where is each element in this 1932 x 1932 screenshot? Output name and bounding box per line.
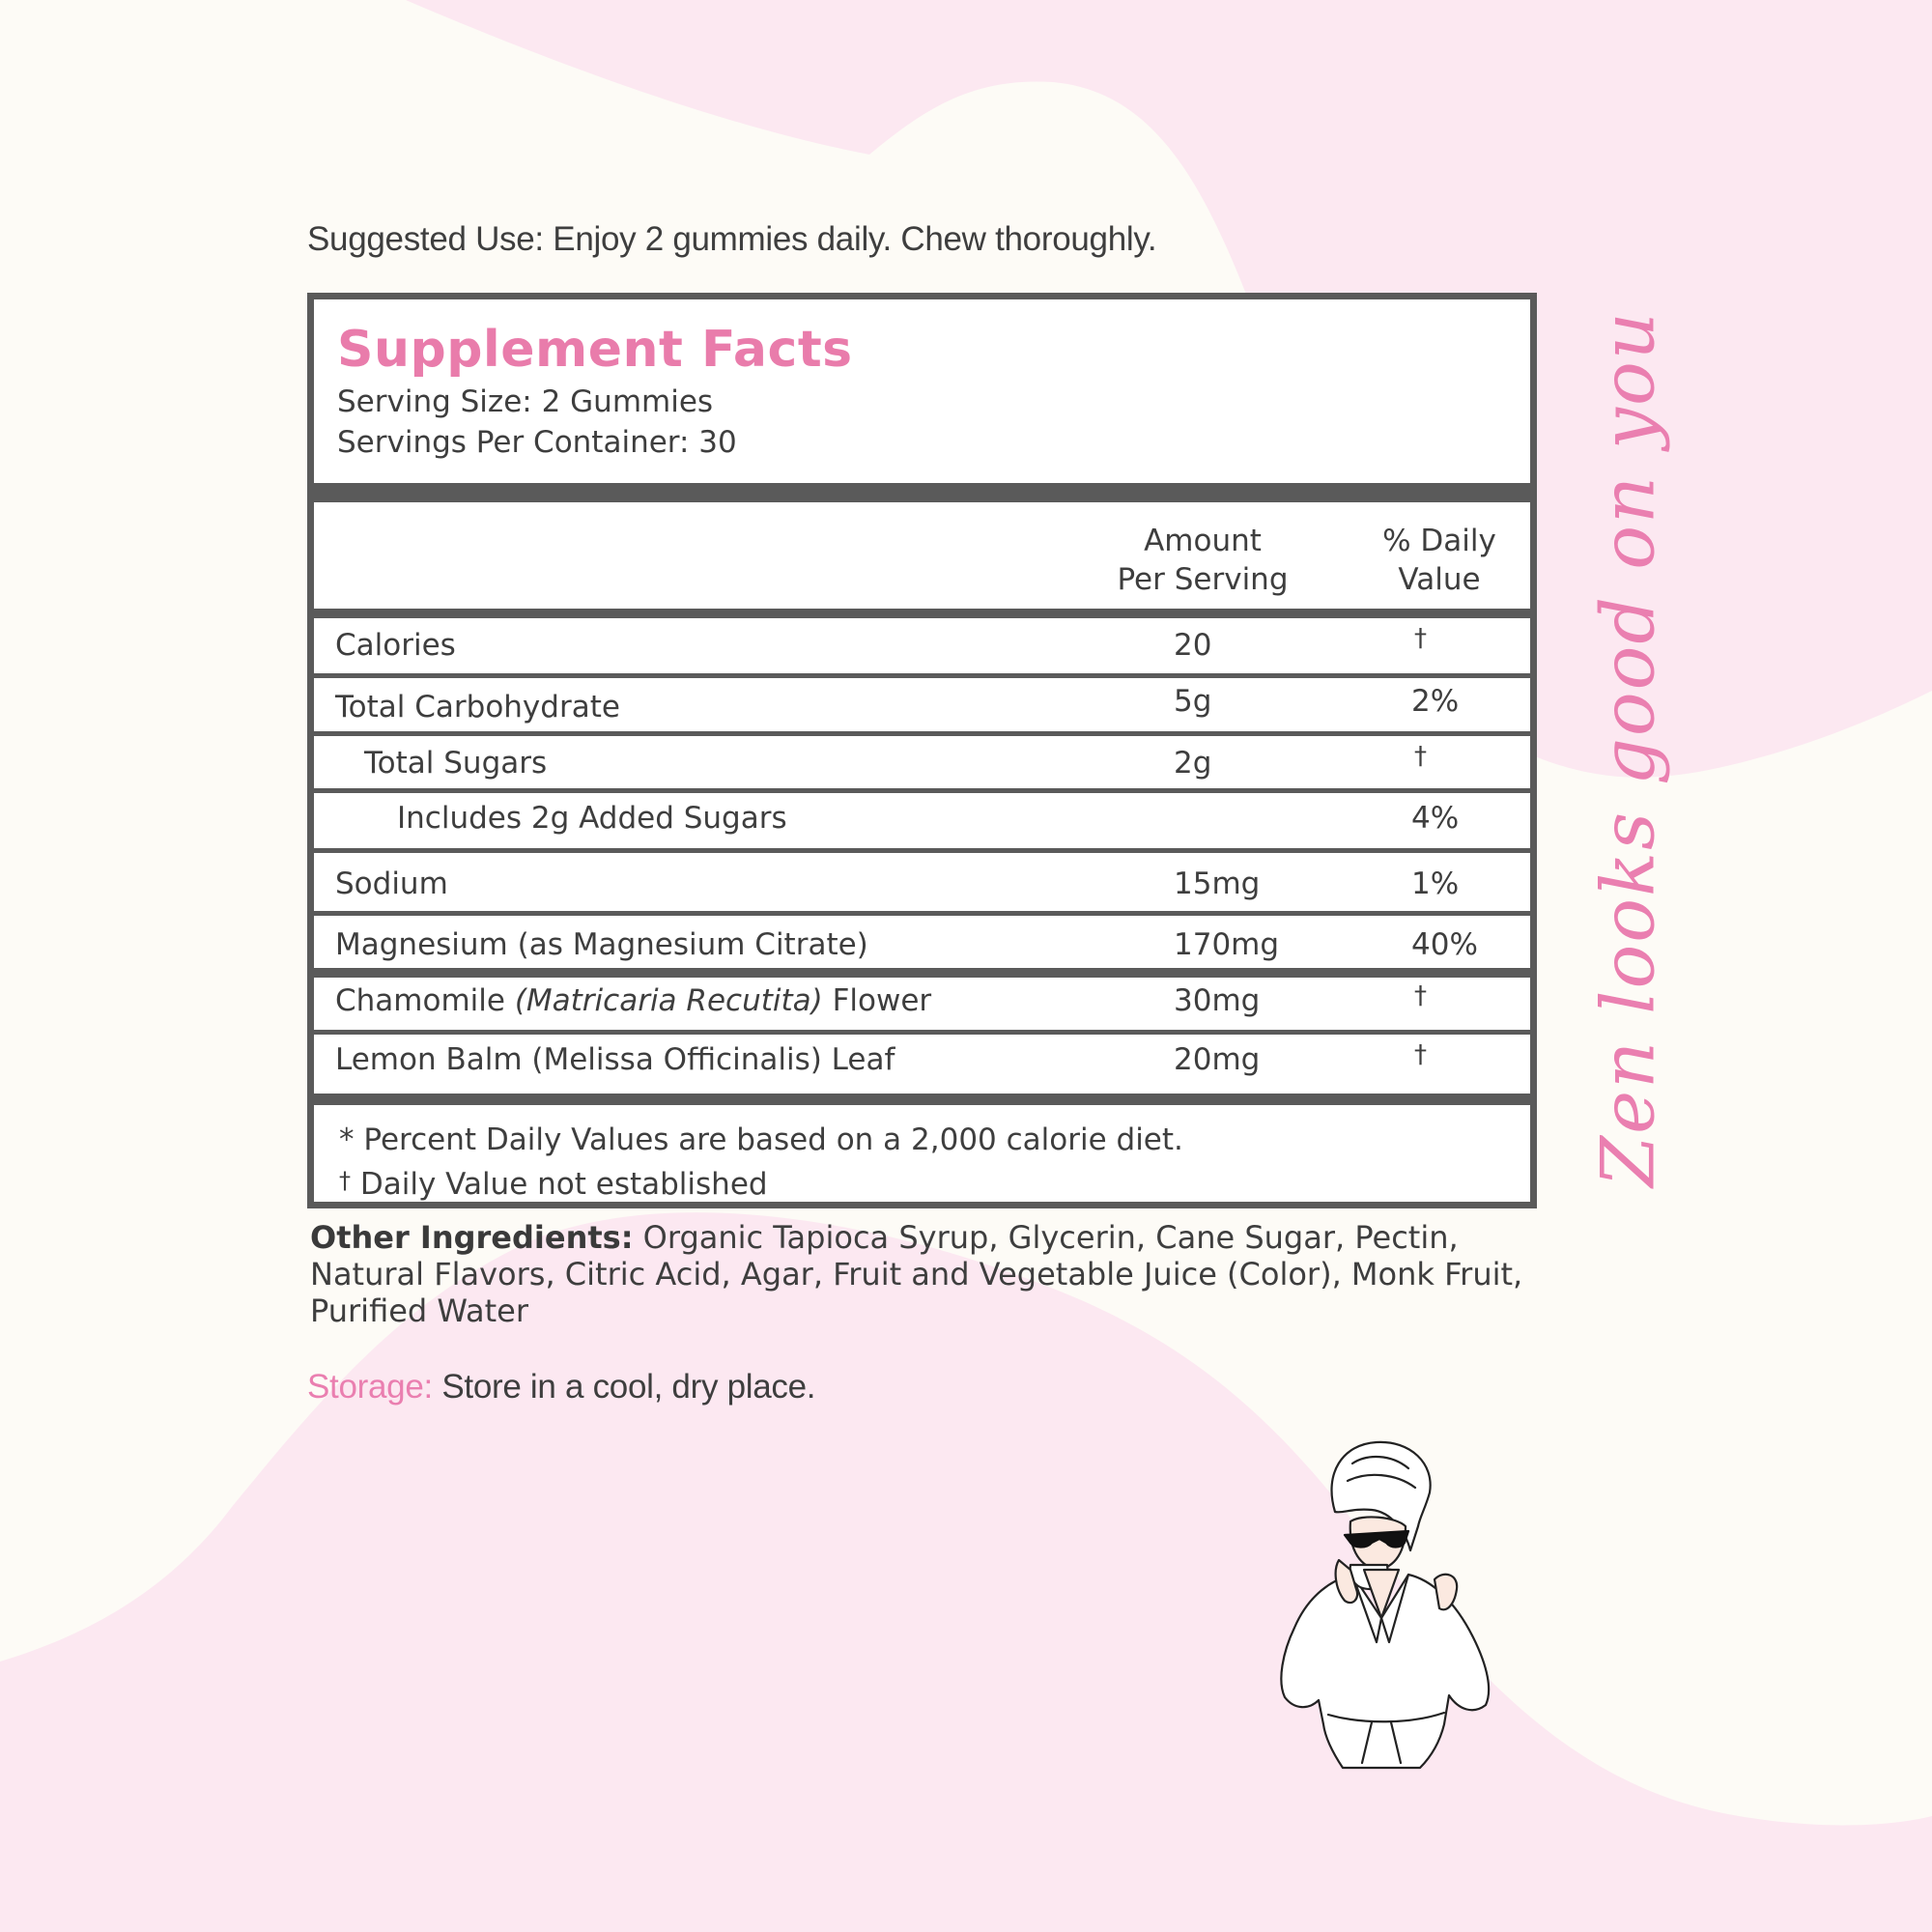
footnote-dagger (339, 1167, 768, 1202)
thick-divider (314, 1094, 1530, 1105)
storage-label: Storage: (307, 1368, 433, 1406)
servings-per-container: Servings Per Container: 30 (337, 425, 737, 460)
table-row (314, 1035, 1530, 1102)
nutrient-amount: 30mg (1174, 983, 1261, 1018)
nutrient-amount: 20 (1174, 628, 1212, 663)
nutrient-name: Sodium (335, 867, 448, 901)
nutrient-amount: 2g (1174, 746, 1212, 781)
dagger-mark: † (339, 1167, 351, 1194)
table-row (314, 678, 1530, 731)
nutrient-name: Calories (335, 628, 456, 663)
thick-row-divider (314, 968, 1530, 978)
nutrient-name (335, 983, 931, 1018)
suggested-use-text: Suggested Use: Enjoy 2 gummies daily. Chew thoroughly. (307, 220, 1157, 258)
serving-size: Serving Size: 2 Gummies (337, 384, 714, 419)
nutrient-amount: 20mg (1174, 1042, 1261, 1077)
nutrient-amount: 5g (1174, 684, 1212, 719)
other-ingredients (310, 1219, 1556, 1329)
table-row (314, 736, 1530, 788)
nutrient-name: Lemon Balm (Melissa Officinalis) Leaf (335, 1042, 895, 1077)
thick-divider (314, 483, 1530, 502)
dagger-mark: † (1414, 981, 1427, 1010)
nutrient-daily-value: 4% (1411, 801, 1460, 836)
storage-text: Store in a cool, dry place. (432, 1368, 816, 1406)
other-ingredients-label: Other Ingredients: (310, 1219, 634, 1256)
supplement-facts-panel (307, 293, 1537, 1208)
dv-header-line2: Value (1398, 562, 1481, 597)
amount-header-line1: Amount (1144, 524, 1262, 558)
facts-title: Supplement Facts (337, 321, 853, 379)
nutrient-name-prefix: Chamomile (335, 983, 505, 1018)
dagger-mark: † (1414, 1040, 1427, 1069)
other-ingredients-text: Organic Tapioca Syrup, Glycerin, Cane Sugar, Pectin, Natural Flavors, Citric Acid, Agar, Fruit and Vegetable Juice (Color), Monk Fruit, Purified Water (310, 1219, 1523, 1329)
amount-per-serving-header (1106, 522, 1299, 599)
table-row (314, 793, 1530, 848)
storage-instructions (307, 1368, 815, 1406)
dagger-mark: † (1414, 624, 1427, 653)
woman-in-robe-illustration (1256, 1435, 1517, 1782)
daily-value-header (1362, 522, 1517, 599)
nutrient-name: Total Sugars (364, 746, 548, 781)
nutrient-latin-name: (Matricaria Recutita) (514, 983, 823, 1018)
table-row (314, 916, 1530, 968)
table-row (314, 618, 1530, 673)
tagline-container (1584, 290, 1671, 1208)
header-divider (314, 609, 1530, 618)
footnote-dagger-text: Daily Value not established (359, 1167, 768, 1202)
nutrient-daily-value: 1% (1411, 867, 1460, 901)
nutrient-daily-value: 40% (1411, 927, 1478, 962)
amount-header-line2: Per Serving (1117, 562, 1289, 597)
tagline: Zen looks good on you (1584, 310, 1671, 1187)
nutrient-name: Magnesium (as Magnesium Citrate) (335, 927, 868, 962)
nutrient-name-suffix: Flower (832, 983, 932, 1018)
table-row (314, 978, 1530, 1030)
nutrient-amount: 15mg (1174, 867, 1261, 901)
footnote-daily-values: * Percent Daily Values are based on a 2,000 calorie diet. (339, 1122, 1183, 1157)
nutrient-amount: 170mg (1174, 927, 1280, 962)
nutrient-daily-value: 2% (1411, 684, 1460, 719)
table-row (314, 853, 1530, 911)
dv-header-line1: % Daily (1382, 524, 1496, 558)
dagger-mark: † (1414, 742, 1427, 771)
nutrient-name: Includes 2g Added Sugars (397, 801, 787, 836)
nutrient-name: Total Carbohydrate (335, 690, 620, 724)
